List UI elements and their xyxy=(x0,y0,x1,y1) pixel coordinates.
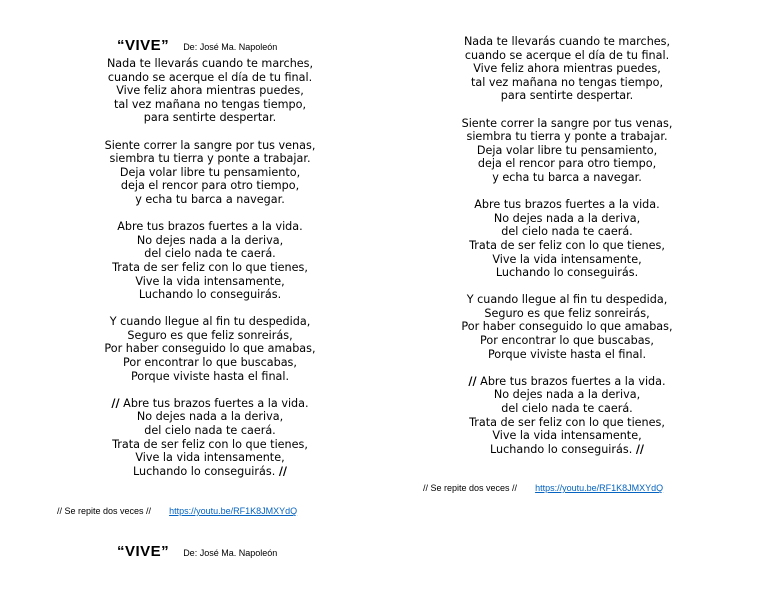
chorus-stanza xyxy=(416,375,718,457)
poem-line: Vive feliz ahora mientras puedes, xyxy=(473,62,661,76)
poem-line: // Abre tus brazos fuertes a la vida. xyxy=(111,396,309,410)
poem-line: Trata de ser feliz con lo que tienes, xyxy=(112,260,308,274)
poem-line: Siente correr la sangre por tus venas, xyxy=(104,138,316,152)
poem-line: Por haber conseguido lo que amabas, xyxy=(104,342,316,356)
poem-body xyxy=(60,57,360,492)
repeat-note: // Se repite dos veces // xyxy=(57,506,152,516)
poem-line: Trata de ser feliz con lo que tienes, xyxy=(469,415,665,429)
poem-line: y echa tu barca a navegar. xyxy=(135,192,285,206)
stanza-4 xyxy=(416,293,718,361)
poem-line: Luchando lo conseguirás. // xyxy=(132,464,287,478)
poem-line: Vive la vida intensamente, xyxy=(135,274,285,288)
repeat-mark: // xyxy=(468,374,477,388)
poem-line: Por haber conseguido lo que amabas, xyxy=(461,320,673,334)
poem-line: No dejes nada a la deriva, xyxy=(493,388,641,402)
poem-line: Vive la vida intensamente, xyxy=(135,451,285,465)
stanza-2 xyxy=(416,117,718,185)
poem-line: del cielo nada te caerá. xyxy=(501,225,633,239)
poem-line: No dejes nada a la deriva, xyxy=(136,233,284,247)
stanza-3 xyxy=(416,198,718,280)
poem-line: deja el rencor para otro tiempo, xyxy=(477,157,657,171)
poem-line: cuando se acerque el día de tu final. xyxy=(107,70,313,84)
song-author: De: José Ma. Napoleón xyxy=(183,548,278,558)
stanza-1 xyxy=(60,57,360,125)
poem-line: Porque viviste hasta el final. xyxy=(487,347,647,361)
repeat-mark: // xyxy=(111,396,120,410)
youtube-link[interactable]: https://youtu.be/RF1K8JMXYdQ xyxy=(535,483,664,493)
stanza-1 xyxy=(416,35,718,103)
poem-body xyxy=(416,35,718,470)
song-author: De: José Ma. Napoleón xyxy=(183,42,278,52)
poem-line: deja el rencor para otro tiempo, xyxy=(120,179,300,193)
poem-line: siembra tu tierra y ponte a trabajar. xyxy=(109,152,311,166)
poem-line: Nada te llevarás cuando te marches, xyxy=(463,35,671,48)
chorus-stanza xyxy=(60,397,360,479)
poem-line: del cielo nada te caerá. xyxy=(144,424,276,438)
poem-line: siembra tu tierra y ponte a trabajar. xyxy=(466,130,668,144)
poem-line: Por encontrar lo que buscabas, xyxy=(123,356,297,370)
poem-line: Trata de ser feliz con lo que tienes, xyxy=(112,437,308,451)
poem-line: y echa tu barca a navegar. xyxy=(492,170,642,184)
song-title: “VIVE” xyxy=(117,37,170,54)
poem-line: Y cuando llegue al fin tu despedida, xyxy=(109,315,311,329)
poem-line: No dejes nada a la deriva, xyxy=(493,211,641,225)
poem-line: Luchando lo conseguirás. // xyxy=(489,442,644,456)
youtube-link[interactable]: https://youtu.be/RF1K8JMXYdQ xyxy=(169,506,298,516)
repeat-mark: // xyxy=(635,442,644,456)
poem-line: Vive la vida intensamente, xyxy=(492,429,642,443)
poem-line: Y cuando llegue al fin tu despedida, xyxy=(466,293,668,307)
poem-line: Deja volar libre tu pensamiento, xyxy=(119,165,301,179)
poem-line: Abre tus brazos fuertes a la vida. xyxy=(117,220,303,234)
poem-line: No dejes nada a la deriva, xyxy=(136,410,284,424)
poem-line: Vive la vida intensamente, xyxy=(492,252,642,266)
poem-line: Siente correr la sangre por tus venas, xyxy=(461,116,673,130)
poem-line: cuando se acerque el día de tu final. xyxy=(464,48,670,62)
poem-line: del cielo nada te caerá. xyxy=(144,247,276,261)
poem-line: Porque viviste hasta el final. xyxy=(130,369,290,383)
poem-line: tal vez mañana no tengas tiempo, xyxy=(470,75,663,89)
footer-row xyxy=(423,483,663,493)
stanza-3 xyxy=(60,220,360,302)
poem-line: Seguro es que feliz sonreirás, xyxy=(127,328,293,342)
poem-line: Trata de ser feliz con lo que tienes, xyxy=(469,238,665,252)
repeat-mark: // xyxy=(278,464,287,478)
poem-line: del cielo nada te caerá. xyxy=(501,402,633,416)
poem-line: Por encontrar lo que buscabas, xyxy=(480,334,654,348)
repeat-note: // Se repite dos veces // xyxy=(423,483,518,493)
poem-line: // Abre tus brazos fuertes a la vida. xyxy=(468,374,666,388)
poem-line: para sentirte despertar. xyxy=(500,89,634,103)
poem-line: Vive feliz ahora mientras puedes, xyxy=(116,84,304,98)
poem-line: para sentirte despertar. xyxy=(143,111,277,125)
song-title: “VIVE” xyxy=(117,543,170,560)
poem-line: Abre tus brazos fuertes a la vida. xyxy=(474,198,660,212)
title-row xyxy=(117,35,277,54)
poem-line: Nada te llevarás cuando te marches, xyxy=(106,57,314,70)
poem-line: Deja volar libre tu pensamiento, xyxy=(476,143,658,157)
poem-line: Seguro es que feliz sonreirás, xyxy=(484,306,650,320)
stanza-2 xyxy=(60,139,360,207)
footer-row xyxy=(57,506,297,516)
stanza-4 xyxy=(60,315,360,383)
poem-line: Luchando lo conseguirás. xyxy=(138,288,282,302)
poem-line: tal vez mañana no tengas tiempo, xyxy=(113,97,306,111)
poem-line: Luchando lo conseguirás. xyxy=(495,266,639,280)
title-row-bottom xyxy=(117,541,277,560)
